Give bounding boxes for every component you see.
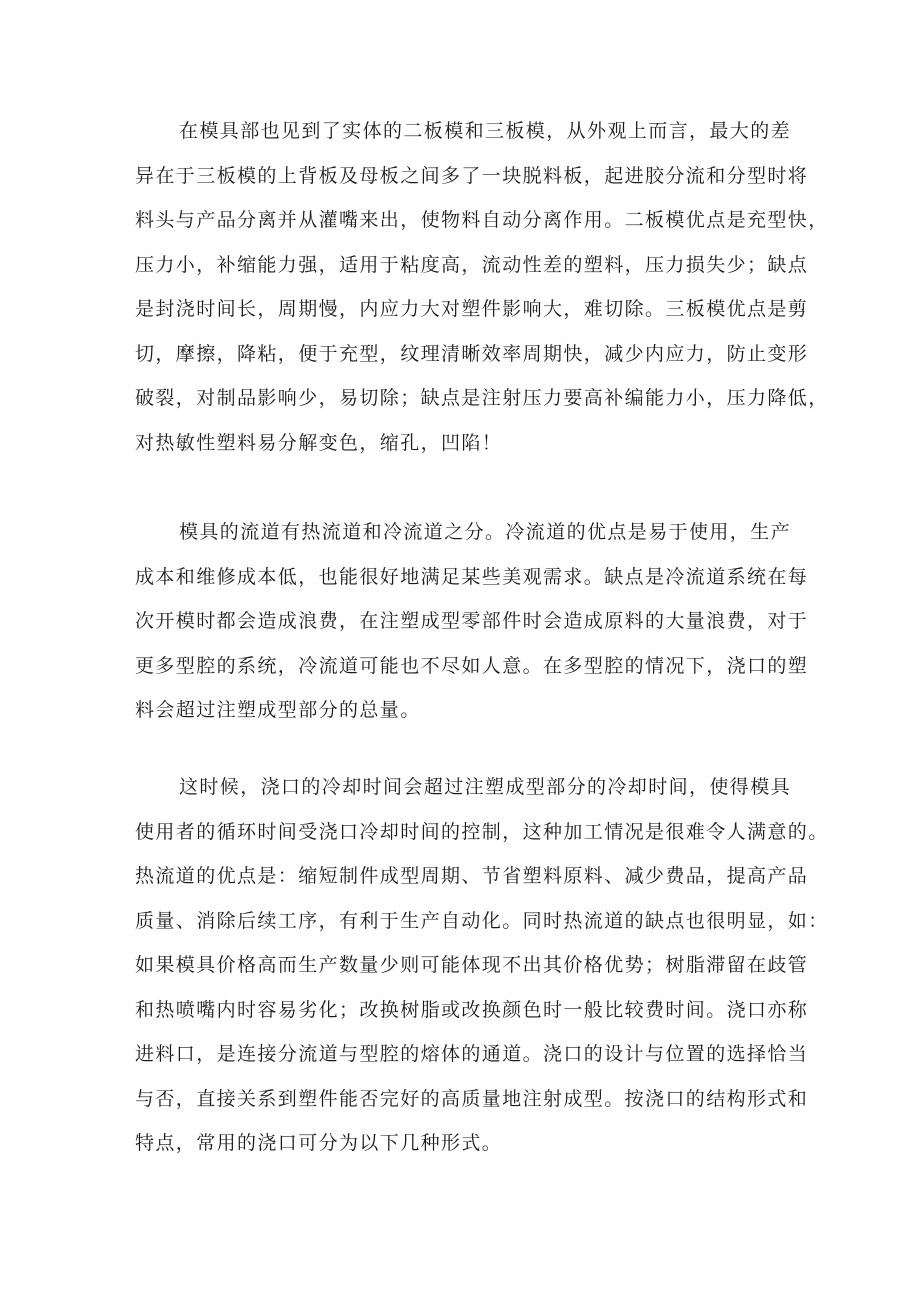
text-line: 这时候，浇口的冷却时间会超过注塑成型部分的冷却时间，使得模具 [179, 776, 792, 798]
paragraph-hot-runner-gates [135, 765, 829, 1166]
text-line: 次开模时都会造成浪费，在注塑成型零部件时会造成原料的大量浪费，对于 [135, 610, 809, 632]
text-line: 压力小，补缩能力强，适用于粘度高，流动性差的塑料，压力损失少；缺点 [135, 253, 809, 276]
text-line: 如果模具价格高而生产数量少则可能体现不出其价格优势；树脂滞留在歧管 [135, 954, 809, 976]
text-line: 成本和维修成本低，也能很好地满足某些美观需求。缺点是冷流道系统在每 [135, 565, 809, 588]
text-line: 特点，常用的浇口可分为以下几种形式。 [135, 1132, 503, 1154]
text-line: 料会超过注塑成型部分的总量。 [135, 699, 421, 721]
text-line: 更多型腔的系统，冷流道可能也不尽如人意。在多型腔的情况下，浇口的塑 [135, 654, 809, 677]
text-line: 是封浇时间长，周期慢，内应力大对塑件影响大，难切除。三板模优点是剪 [135, 298, 809, 320]
text-line: 对热敏性塑料易分解变色，缩孔，凹陷！ [135, 431, 503, 454]
text-line: 和热喷嘴内时容易劣化；改换树脂或改换颜色时一般比较费时间。浇口亦称 [135, 998, 809, 1021]
text-line: 料头与产品分离并从灌嘴来出，使物料自动分离作用。二板模优点是充型快， [135, 209, 829, 231]
paragraph-mold-plates [135, 109, 829, 465]
text-line: 使用者的循环时间受浇口冷却时间的控制，这种加工情况是很难令人满意的。 [135, 820, 829, 843]
paragraph-runner-types [135, 510, 809, 733]
text-line: 模具的流道有热流道和冷流道之分。冷流道的优点是易于使用，生产 [179, 521, 792, 543]
text-line: 破裂，对制品影响少，易切除；缺点是注射压力要高补编能力小，压力降低， [135, 387, 829, 409]
text-line: 进料口，是连接分流道与型腔的熔体的通道。浇口的设计与位置的选择恰当 [135, 1043, 809, 1065]
text-line: 热流道的优点是：缩短制件成型周期、节省塑料原料、减少费品，提高产品 [135, 865, 809, 887]
text-line: 异在于三板模的上背板及母板之间多了一块脱料板，起进胶分流和分型时将 [135, 164, 809, 187]
text-line: 质量、消除后续工序，有利于生产自动化。同时热流道的缺点也很明显，如： [135, 909, 829, 932]
text-line: 在模具部也见到了实体的二板模和三板模，从外观上而言，最大的差 [179, 120, 792, 142]
text-line: 切，摩擦，降粘，便于充型，纹理清晰效率周期快，减少内应力，防止变形 [135, 342, 809, 365]
text-line: 与否，直接关系到塑件能否完好的高质量地注射成型。按浇口的结构形式和 [135, 1087, 809, 1110]
